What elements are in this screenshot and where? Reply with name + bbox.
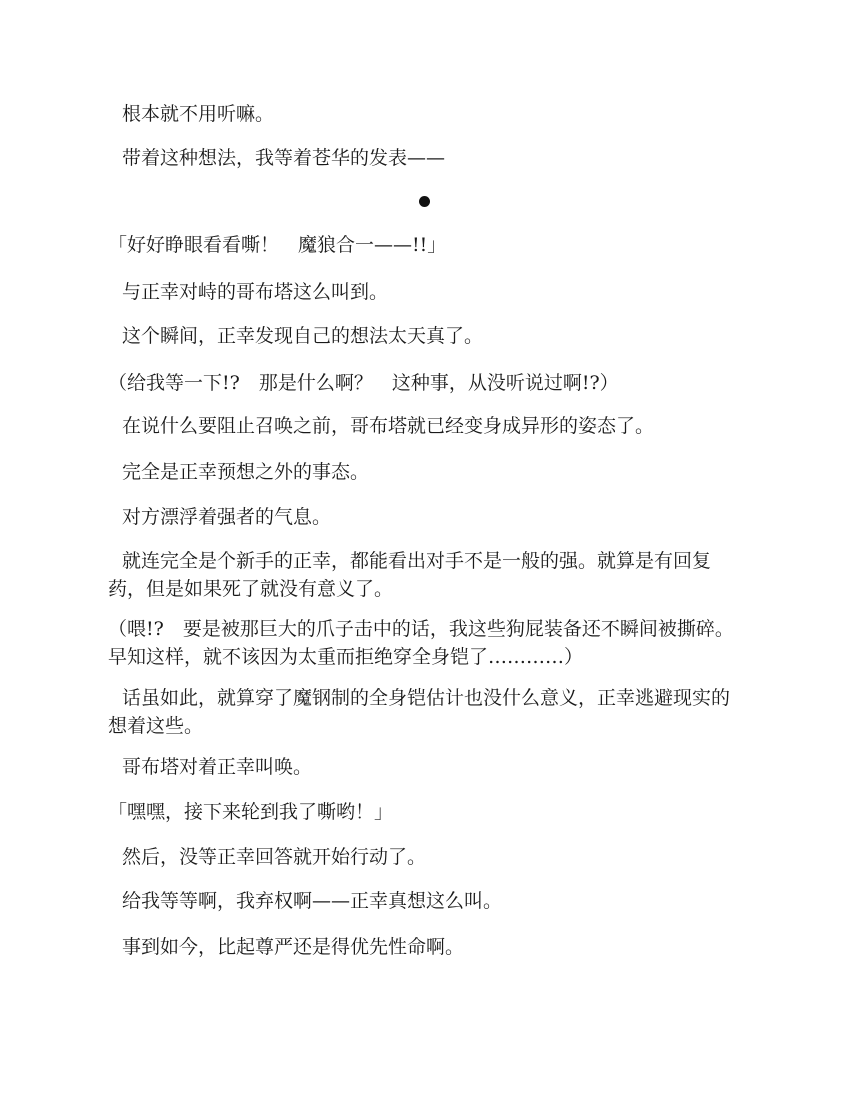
paragraph: 与正幸对峙的哥布塔这么叫到。 (122, 281, 389, 303)
paragraph: 带着这种想法，我等着苍华的发表—— (122, 147, 446, 169)
paragraph: 给我等等啊，我弃权啊——正幸真想这么叫。 (122, 890, 503, 912)
paragraph: 在说什么要阻止召唤之前，哥布塔就已经变身成异形的姿态了。 (122, 415, 655, 437)
thought-line: （喂!? 要是被那巨大的爪子击中的话，我这些狗屁装备还不瞬间被撕碎。早知这样，就不该因为太重而拒绝穿全身铠了…………） (108, 618, 734, 668)
paragraph: 就连完全是个新手的正幸，都能看出对手不是一般的强。就算是有回复药，但是如果死了就没有意义了。 (108, 550, 712, 600)
paragraph: 这个瞬间，正幸发现自己的想法太天真了。 (122, 325, 484, 347)
paragraph: 话虽如此，就算穿了魔钢制的全身铠估计也没什么意义，正幸逃避现实的想着这些。 (108, 687, 731, 737)
paragraph: 哥布塔对着正幸叫唤。 (122, 756, 313, 778)
dialogue-line: 「嘿嘿，接下来轮到我了嘶哟！」 (108, 801, 394, 823)
dialogue-line: 「好好睁眼看看嘶！ 魔狼合一——!!」 (108, 234, 447, 256)
paragraph: 对方漂浮着强者的气息。 (122, 506, 332, 528)
section-break-dot (419, 196, 430, 207)
paragraph: 事到如今，比起尊严还是得优先性命啊。 (122, 936, 465, 958)
thought-line: （给我等一下!? 那是什么啊？ 这种事，从没听说过啊!?） (108, 372, 619, 394)
paragraph: 然后，没等正幸回答就开始行动了。 (122, 846, 427, 868)
paragraph: 根本就不用听嘛。 (122, 103, 275, 125)
paragraph: 完全是正幸预想之外的事态。 (122, 461, 370, 483)
